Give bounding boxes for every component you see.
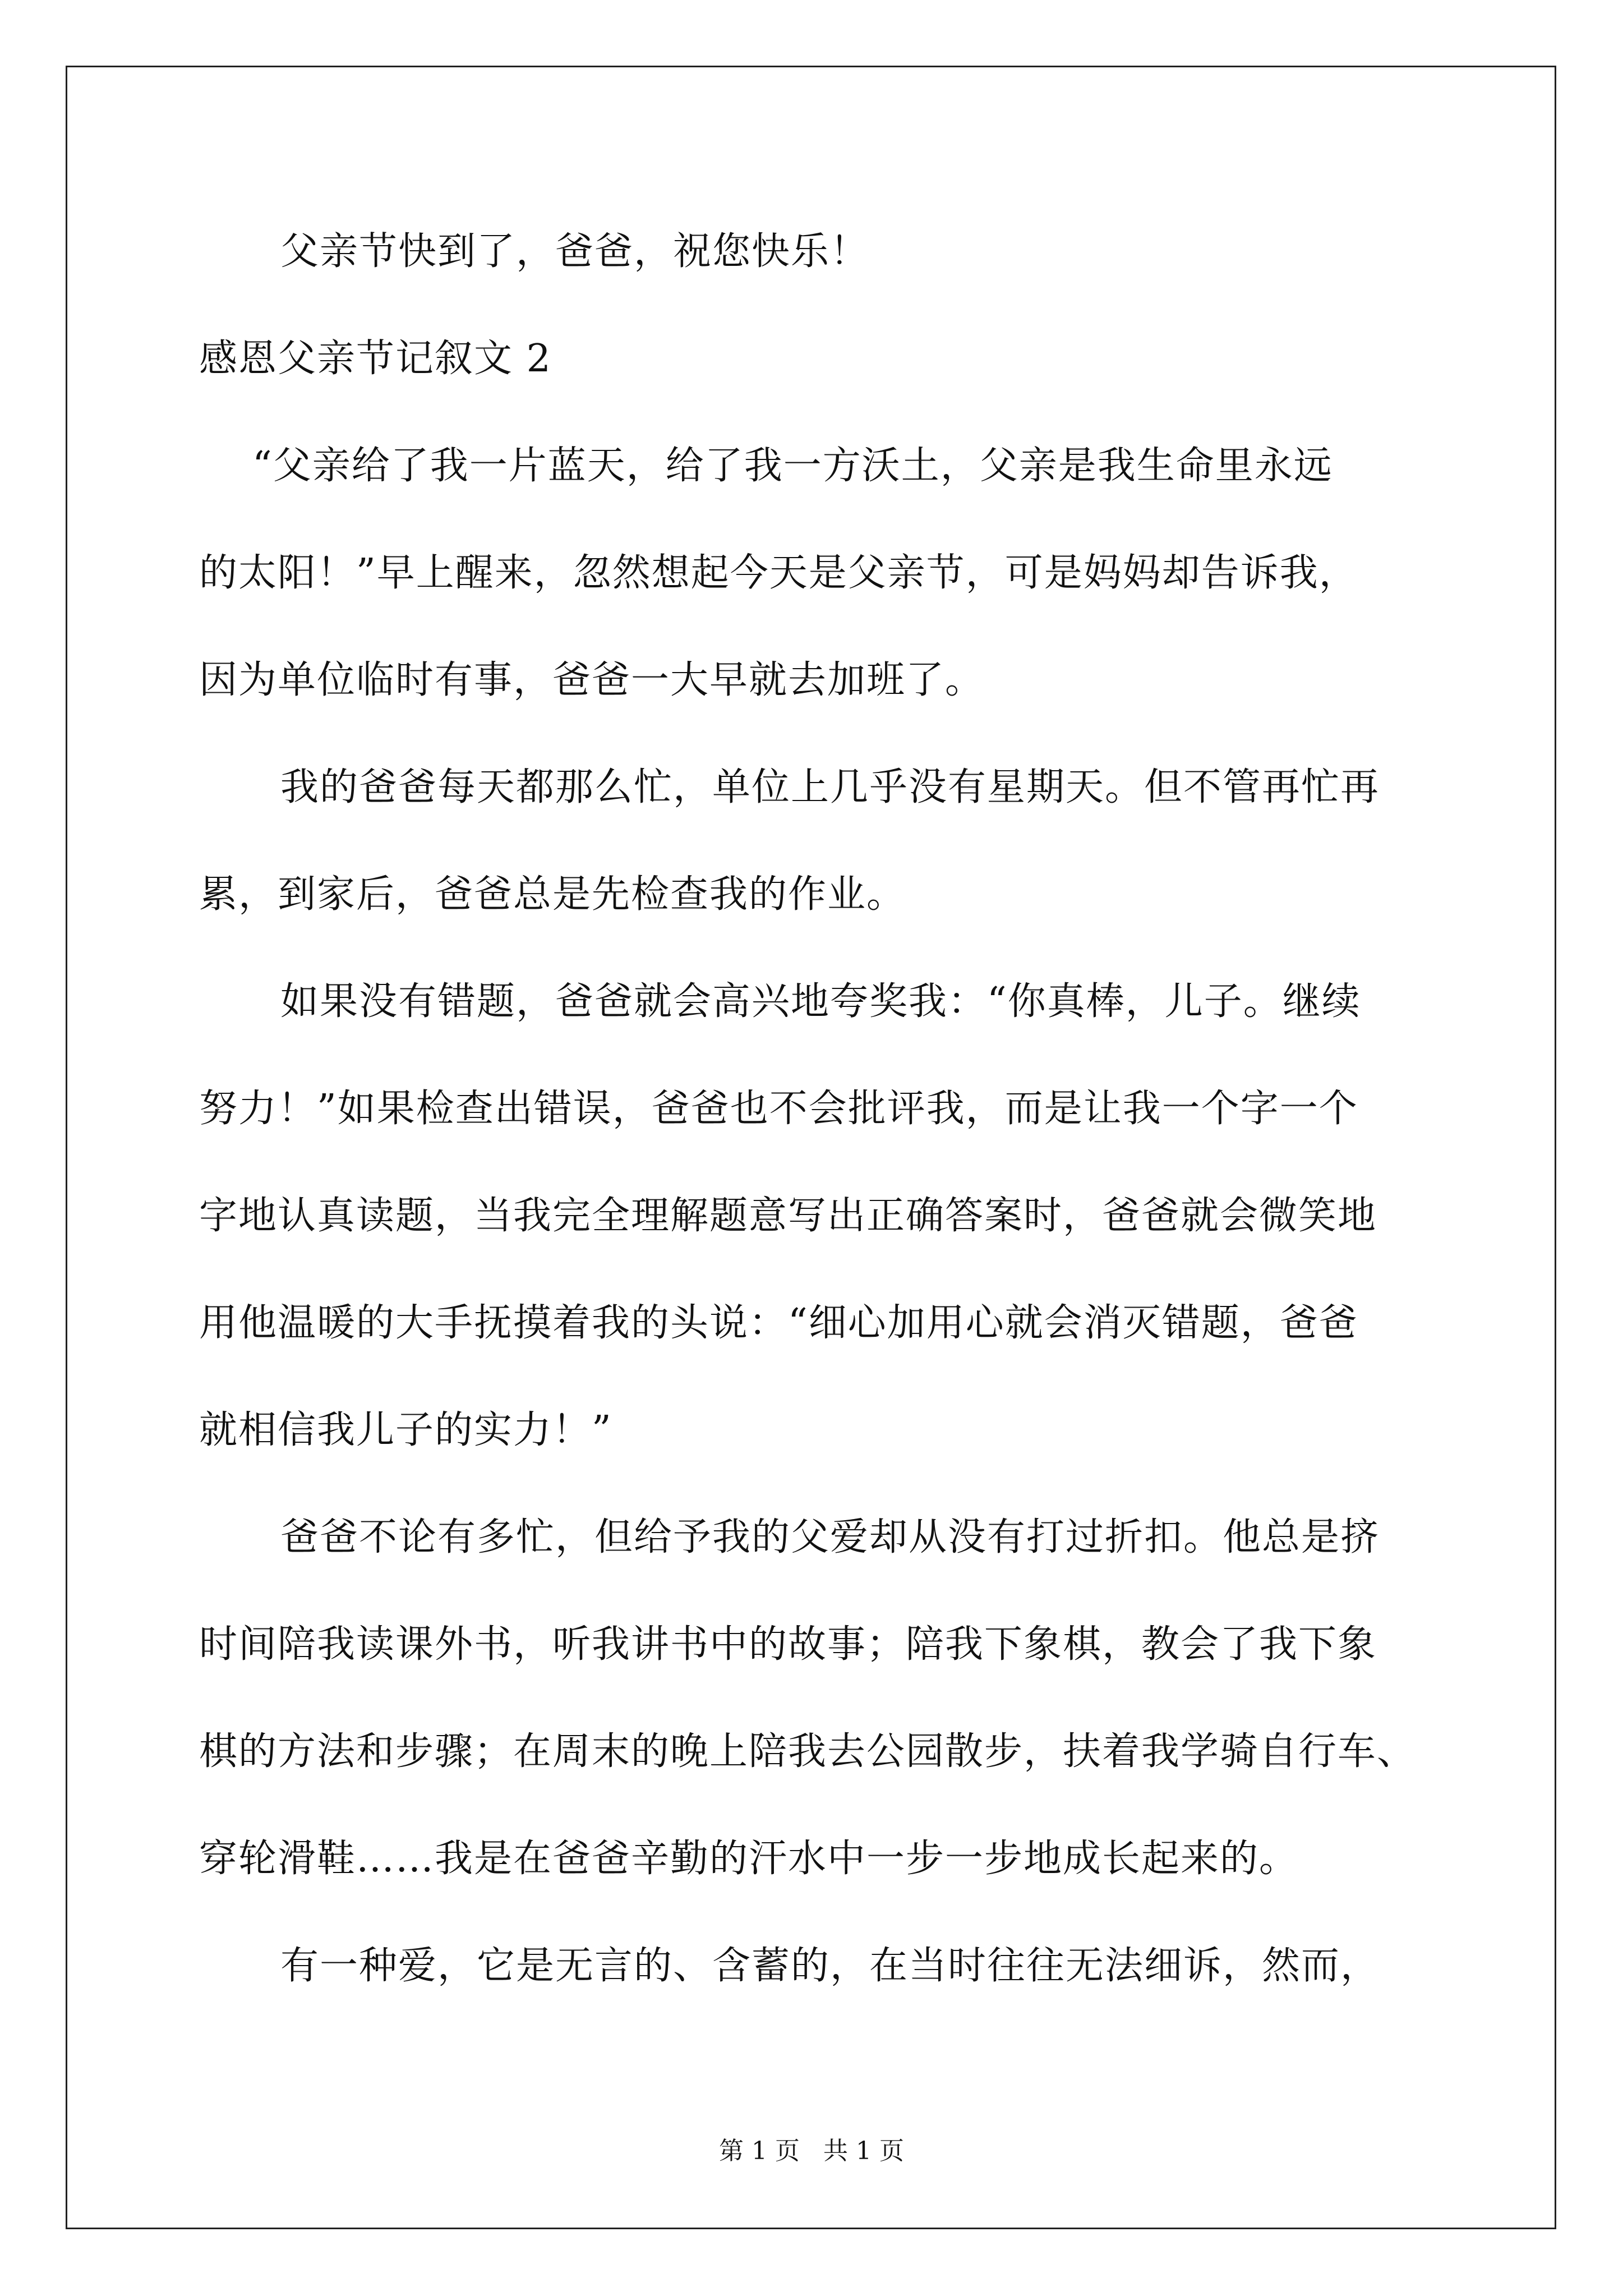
paragraph-line: 穿轮滑鞋……我是在爸爸辛勤的汗水中一步一步地成长起来的。 — [199, 1837, 1299, 1881]
paragraph-line: 棋的方法和步骤；在周末的晚上陪我去公园散步，扶着我学骑自行车、 — [199, 1729, 1417, 1774]
section-heading: 感恩父亲节记叙文 2 — [199, 337, 552, 381]
paragraph-line: 因为单位临时有事，爸爸一大早就去加班了。 — [199, 658, 985, 702]
paragraph-line: 的太阳！”早上醒来，忽然想起今天是父亲节，可是妈妈却告诉我， — [199, 551, 1358, 595]
paragraph-line: 我的爸爸每天都那么忙，单位上几乎没有星期天。但不管再忙再 — [280, 765, 1380, 809]
page-border — [66, 66, 1556, 2229]
paragraph-line: 父亲节快到了，爸爸，祝您快乐！ — [280, 229, 870, 274]
paragraph-line: 就相信我儿子的实力！” — [199, 1408, 612, 1452]
paragraph-line: 爸爸不论有多忙，但给予我的父爱却从没有打过折扣。他总是挤 — [280, 1515, 1380, 1559]
paragraph-line: 如果没有错题，爸爸就会高兴地夸奖我：“你真棒，儿子。继续 — [280, 979, 1361, 1024]
paragraph-line: 字地认真读题，当我完全理解题意写出正确答案时，爸爸就会微笑地 — [199, 1194, 1377, 1238]
paragraph-line: 有一种爱，它是无言的、含蓄的，在当时往往无法细诉，然而， — [280, 1944, 1380, 1988]
page-footer: 第 1 页 共 1 页 — [719, 2137, 904, 2165]
paragraph-line: 时间陪我读课外书，听我讲书中的故事；陪我下象棋，教会了我下象 — [199, 1622, 1377, 1667]
paragraph-line: 累，到家后，爸爸总是先检查我的作业。 — [199, 872, 906, 917]
paragraph-line: 努力！”如果检查出错误，爸爸也不会批评我，而是让我一个字一个 — [199, 1087, 1358, 1131]
paragraph-line: 用他温暖的大手抚摸着我的头说：“细心加用心就会消灭错题，爸爸 — [199, 1301, 1358, 1345]
paragraph-line: “父亲给了我一片蓝天，给了我一方沃土，父亲是我生命里永远 — [252, 444, 1333, 488]
